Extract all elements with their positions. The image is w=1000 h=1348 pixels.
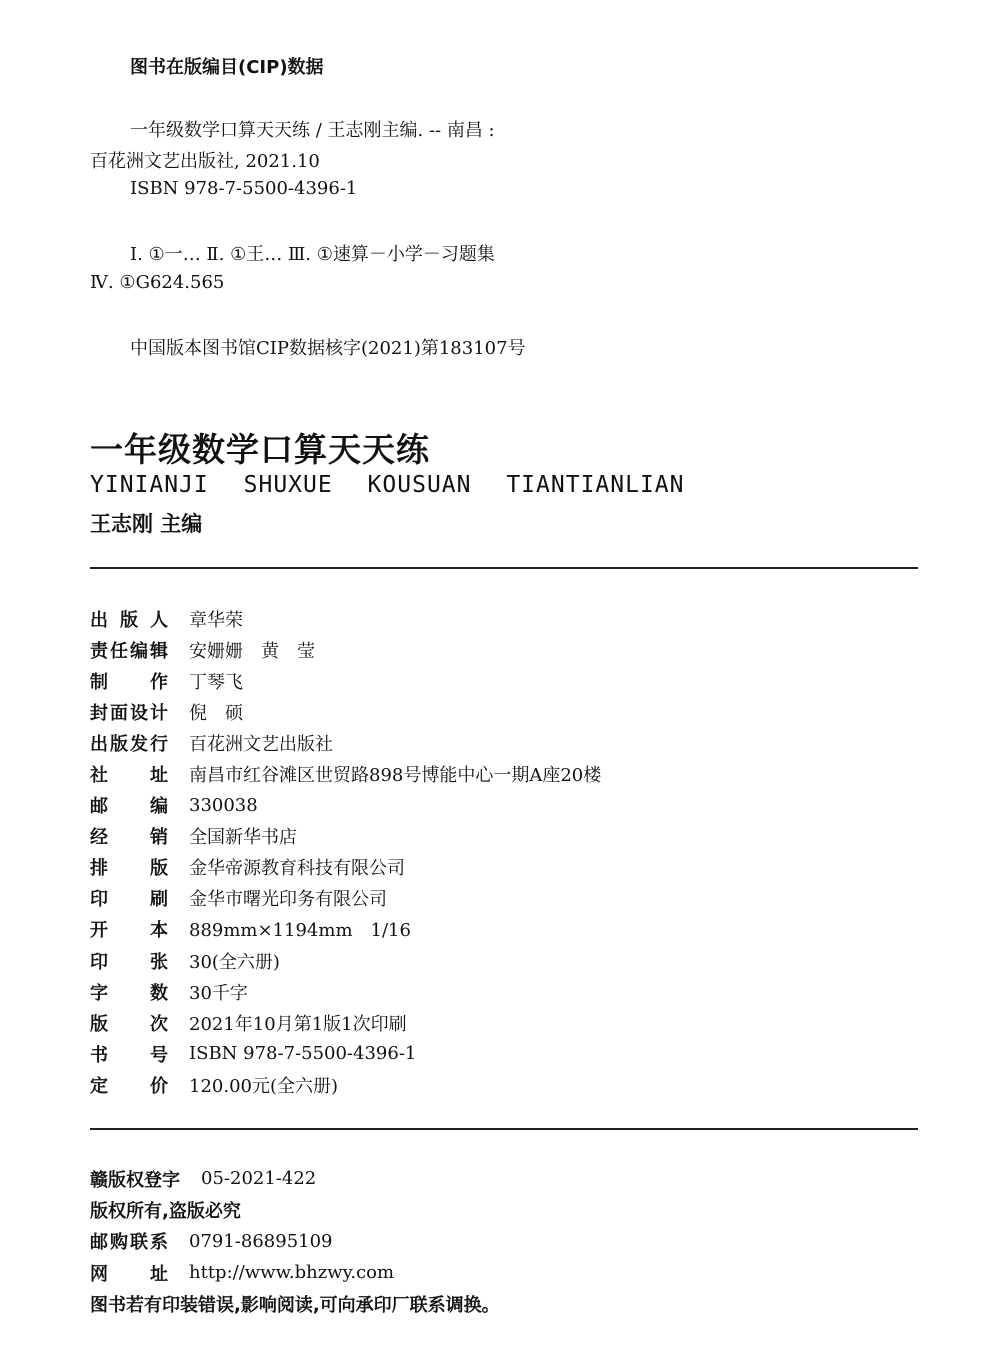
info-row	[90, 821, 918, 852]
info-label: 经销	[90, 827, 168, 849]
publication-info	[90, 603, 918, 1101]
info-row	[90, 914, 918, 945]
info-row	[90, 790, 918, 821]
book-editor: 王志刚 主编	[90, 512, 203, 536]
copyright-section	[90, 1163, 918, 1319]
cip-classification: Ⅰ. ①一… Ⅱ. ①王… Ⅲ. ①速算－小学－习题集	[130, 244, 495, 265]
info-value: 丁琴飞	[189, 671, 243, 693]
info-row	[90, 1069, 918, 1100]
copyright-notice: 版权所有,盗版必究	[90, 1200, 241, 1222]
info-label: 封面设计	[90, 702, 168, 724]
info-label: 出版发行	[90, 733, 168, 755]
divider	[90, 1128, 918, 1130]
info-value: 120.00元(全六册)	[189, 1075, 339, 1097]
website-label: 网址	[90, 1263, 168, 1285]
mail-order-label: 邮购联系	[90, 1232, 168, 1254]
info-value: 章华荣	[189, 609, 243, 631]
cip-classification: Ⅳ. ①G624.565	[90, 272, 225, 293]
info-label: 排版	[90, 858, 168, 880]
info-row	[90, 758, 918, 789]
mail-order-value: 0791-86895109	[189, 1230, 333, 1252]
website-link[interactable]: http://www.bhzwy.com	[189, 1262, 395, 1284]
info-value: 南昌市红谷滩区世贸路898号博能中心一期A座20楼	[189, 765, 602, 787]
book-pinyin: YINIANJI SHUXUE KOUSUAN TIANTIANLIAN	[90, 472, 685, 498]
registration-value: 05-2021-422	[201, 1168, 317, 1190]
info-label: 印张	[90, 951, 168, 973]
info-value: 30千字	[189, 982, 248, 1004]
info-row	[90, 976, 918, 1007]
info-row	[90, 945, 918, 976]
copyright-row	[90, 1194, 918, 1225]
cip-line: 一年级数学口算天天练 / 王志刚主编. -- 南昌 :	[130, 120, 495, 141]
divider	[90, 567, 918, 569]
info-value: 金华市曙光印务有限公司	[189, 889, 387, 911]
notice-row	[90, 1288, 918, 1319]
info-value: 889mm×1194mm 1/16	[189, 920, 411, 942]
cip-line: 百花洲文艺出版社, 2021.10	[90, 151, 320, 172]
info-value: 百花洲文艺出版社	[189, 733, 333, 755]
info-value: 330038	[189, 794, 258, 816]
info-row	[90, 883, 918, 914]
info-label: 书号	[90, 1044, 168, 1066]
cip-isbn: ISBN 978-7-5500-4396-1	[130, 178, 358, 199]
info-row	[90, 603, 918, 634]
info-label: 印刷	[90, 889, 168, 911]
info-label: 责任编辑	[90, 640, 168, 662]
info-row	[90, 634, 918, 665]
cip-record-number: 中国版本图书馆CIP数据核字(2021)第183107号	[130, 338, 526, 359]
info-row	[90, 1038, 918, 1069]
info-row	[90, 696, 918, 727]
info-label: 定价	[90, 1075, 168, 1097]
print-error-notice: 图书若有印装错误,影响阅读,可向承印厂联系调换。	[90, 1294, 500, 1316]
info-label: 邮编	[90, 796, 168, 818]
info-value: 安姗姗 黄 莹	[189, 640, 315, 662]
info-row	[90, 852, 918, 883]
info-label: 出版人	[90, 609, 168, 631]
cip-heading: 图书在版编目(CIP)数据	[130, 57, 324, 78]
info-label: 字数	[90, 982, 168, 1004]
registration-label: 赣版权登字	[90, 1169, 180, 1191]
info-value: 30(全六册)	[189, 951, 280, 973]
info-row	[90, 727, 918, 758]
info-label: 版次	[90, 1013, 168, 1035]
info-value: 倪 硕	[189, 702, 243, 724]
info-value: 2021年10月第1版1次印刷	[189, 1013, 407, 1035]
mail-order-row	[90, 1226, 918, 1257]
info-value: ISBN 978-7-5500-4396-1	[189, 1043, 417, 1065]
info-row	[90, 665, 918, 696]
info-value: 金华帝源教育科技有限公司	[189, 858, 405, 880]
registration-row	[90, 1163, 918, 1194]
info-label: 制作	[90, 671, 168, 693]
info-value: 全国新华书店	[189, 827, 297, 849]
info-label: 社址	[90, 765, 168, 787]
book-title: 一年级数学口算天天练	[90, 430, 430, 469]
website-row	[90, 1257, 918, 1288]
info-label: 开本	[90, 920, 168, 942]
info-row	[90, 1007, 918, 1038]
